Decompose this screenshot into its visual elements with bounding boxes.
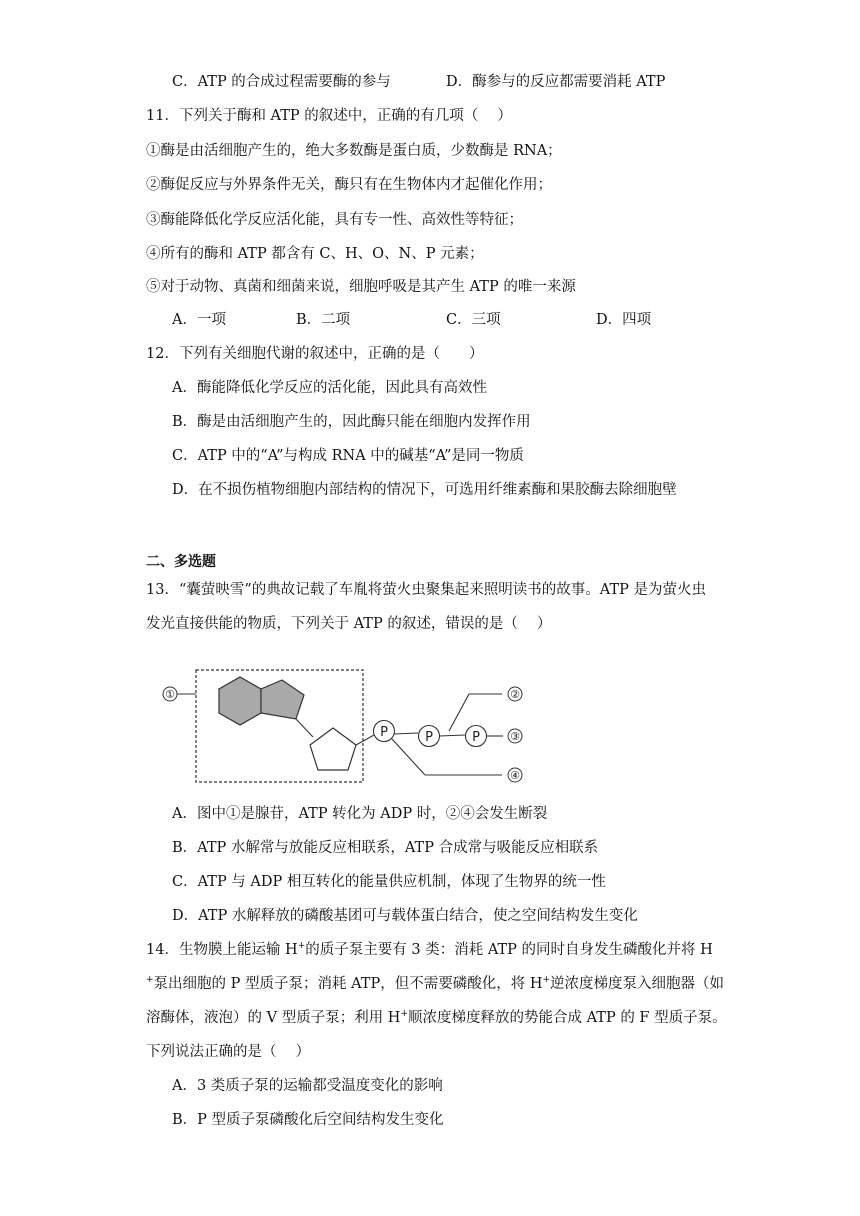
section-title: 二、多选题 (146, 554, 216, 570)
ribose-pentagon (310, 728, 356, 770)
bond-2-up (449, 694, 469, 731)
q13-stem-line-2: 发光直接供能的物质，下列关于 ATP 的叙述，错误的是（ ） (146, 616, 552, 632)
q13-stem-line-1: 13．“囊萤映雪”的典故记载了车胤将萤火虫聚集起来照明读书的故事。ATP 是为萤火虫 (146, 582, 706, 598)
label-3: ③ (510, 730, 520, 743)
ribose-phosphate-bond (356, 735, 374, 745)
q14-stem-line-1 (146, 940, 713, 960)
q13-option-a[interactable]: A．图中①是腺苷，ATP 转化为 ADP 时，②④会发生断裂 (172, 806, 548, 822)
q14-h-plus-4: + (400, 1009, 408, 1020)
q14-stem-line-2 (146, 974, 724, 994)
adenine-pentagon (261, 680, 304, 719)
label-1: ① (165, 688, 175, 701)
q14-line2-a: 泵出细胞的 P 型质子泵；消耗 ATP，但不需要磷酸化，将 H (153, 976, 543, 992)
q14-h-plus-2: + (146, 975, 154, 986)
q14-line3-b: 顺浓度梯度释放的势能合成 ATP 的 F 型质子泵。 (408, 1010, 727, 1026)
q11-option-a[interactable]: A．一项 (172, 312, 226, 328)
bond-p2-p3 (439, 735, 465, 736)
atp-structure-diagram (160, 665, 530, 787)
q10-option-c[interactable]: C．ATP 的合成过程需要酶的参与 (172, 74, 391, 90)
adenine-hexagon (219, 677, 261, 725)
q14-h-plus-3: + (542, 975, 551, 986)
q14-line1-a: 14．生物膜上能运输 H (146, 942, 298, 958)
q11-item-1: ①酶是由活细胞产生的，绝大多数酶是蛋白质，少数酶是 RNA； (146, 143, 562, 159)
q12-option-c[interactable]: C．ATP 中的“A”与构成 RNA 中的碱基“A”是同一物质 (172, 448, 524, 464)
bond-4-down (392, 739, 425, 775)
q13-option-c[interactable]: C．ATP 与 ADP 相互转化的能量供应机制，体现了生物界的统一性 (172, 874, 606, 890)
q11-item-2: ②酶促反应与外界条件无关，酶只有在生物体内才起催化作用； (146, 177, 552, 193)
q11-item-5: ⑤对于动物、真菌和细菌来说，细胞呼吸是其产生 ATP 的唯一来源 (146, 279, 576, 295)
q14-stem-line-4: 下列说法正确的是（ ） (146, 1044, 311, 1060)
q14-h-plus-1: + (297, 941, 306, 952)
q11-option-c[interactable]: C．三项 (446, 312, 501, 328)
phosphate-2-label: P (425, 730, 433, 745)
q11-item-3: ③酶能降低化学反应活化能，具有专一性、高效性等特征； (146, 212, 523, 228)
q12-option-b[interactable]: B．酶是由活细胞产生的，因此酶只能在细胞内发挥作用 (172, 414, 531, 430)
q13-option-d[interactable]: D．ATP 水解释放的磷酸基团可与载体蛋白结合，使之空间结构发生变化 (172, 908, 638, 924)
q14-option-b[interactable]: B．P 型质子泵磷酸化后空间结构发生变化 (172, 1112, 444, 1128)
label-2: ② (510, 688, 520, 701)
bond-p1-p2 (394, 733, 418, 734)
q12-option-d[interactable]: D．在不损伤植物细胞内部结构的情况下，可选用纤维素酶和果胶酶去除细胞壁 (172, 482, 677, 498)
q14-option-a[interactable]: A．3 类质子泵的运输都受温度变化的影响 (172, 1078, 443, 1094)
label-4: ④ (510, 769, 520, 782)
q11-option-b[interactable]: B．二项 (296, 312, 351, 328)
q14-line1-b: 的质子泵主要有 3 类：消耗 ATP 的同时自身发生磷酸化并将 H (305, 942, 713, 958)
q14-stem-line-3 (146, 1008, 727, 1028)
q11-option-d[interactable]: D．四项 (596, 312, 652, 328)
base-ribose-bond (296, 719, 313, 737)
q12-option-a[interactable]: A．酶能降低化学反应的活化能，因此具有高效性 (172, 380, 487, 396)
q14-line3-a: 溶酶体，液泡）的 V 型质子泵；利用 H (146, 1010, 401, 1026)
q14-line2-b: 逆浓度梯度泵入细胞器（如 (550, 976, 725, 992)
q13-option-b[interactable]: B．ATP 水解常与放能反应相联系，ATP 合成常与吸能反应相联系 (172, 840, 599, 856)
q11-item-4: ④所有的酶和 ATP 都含有 C、H、O、N、P 元素； (146, 246, 484, 262)
phosphate-3-label: P (472, 730, 480, 745)
q12-stem: 12．下列有关细胞代谢的叙述中，正确的是（ ） (146, 346, 484, 362)
phosphate-1-label: P (380, 725, 388, 740)
q10-option-d[interactable]: D．酶参与的反应都需要消耗 ATP (446, 74, 666, 90)
q11-stem: 11．下列关于酶和 ATP 的叙述中，正确的有几项（ ） (146, 108, 512, 124)
